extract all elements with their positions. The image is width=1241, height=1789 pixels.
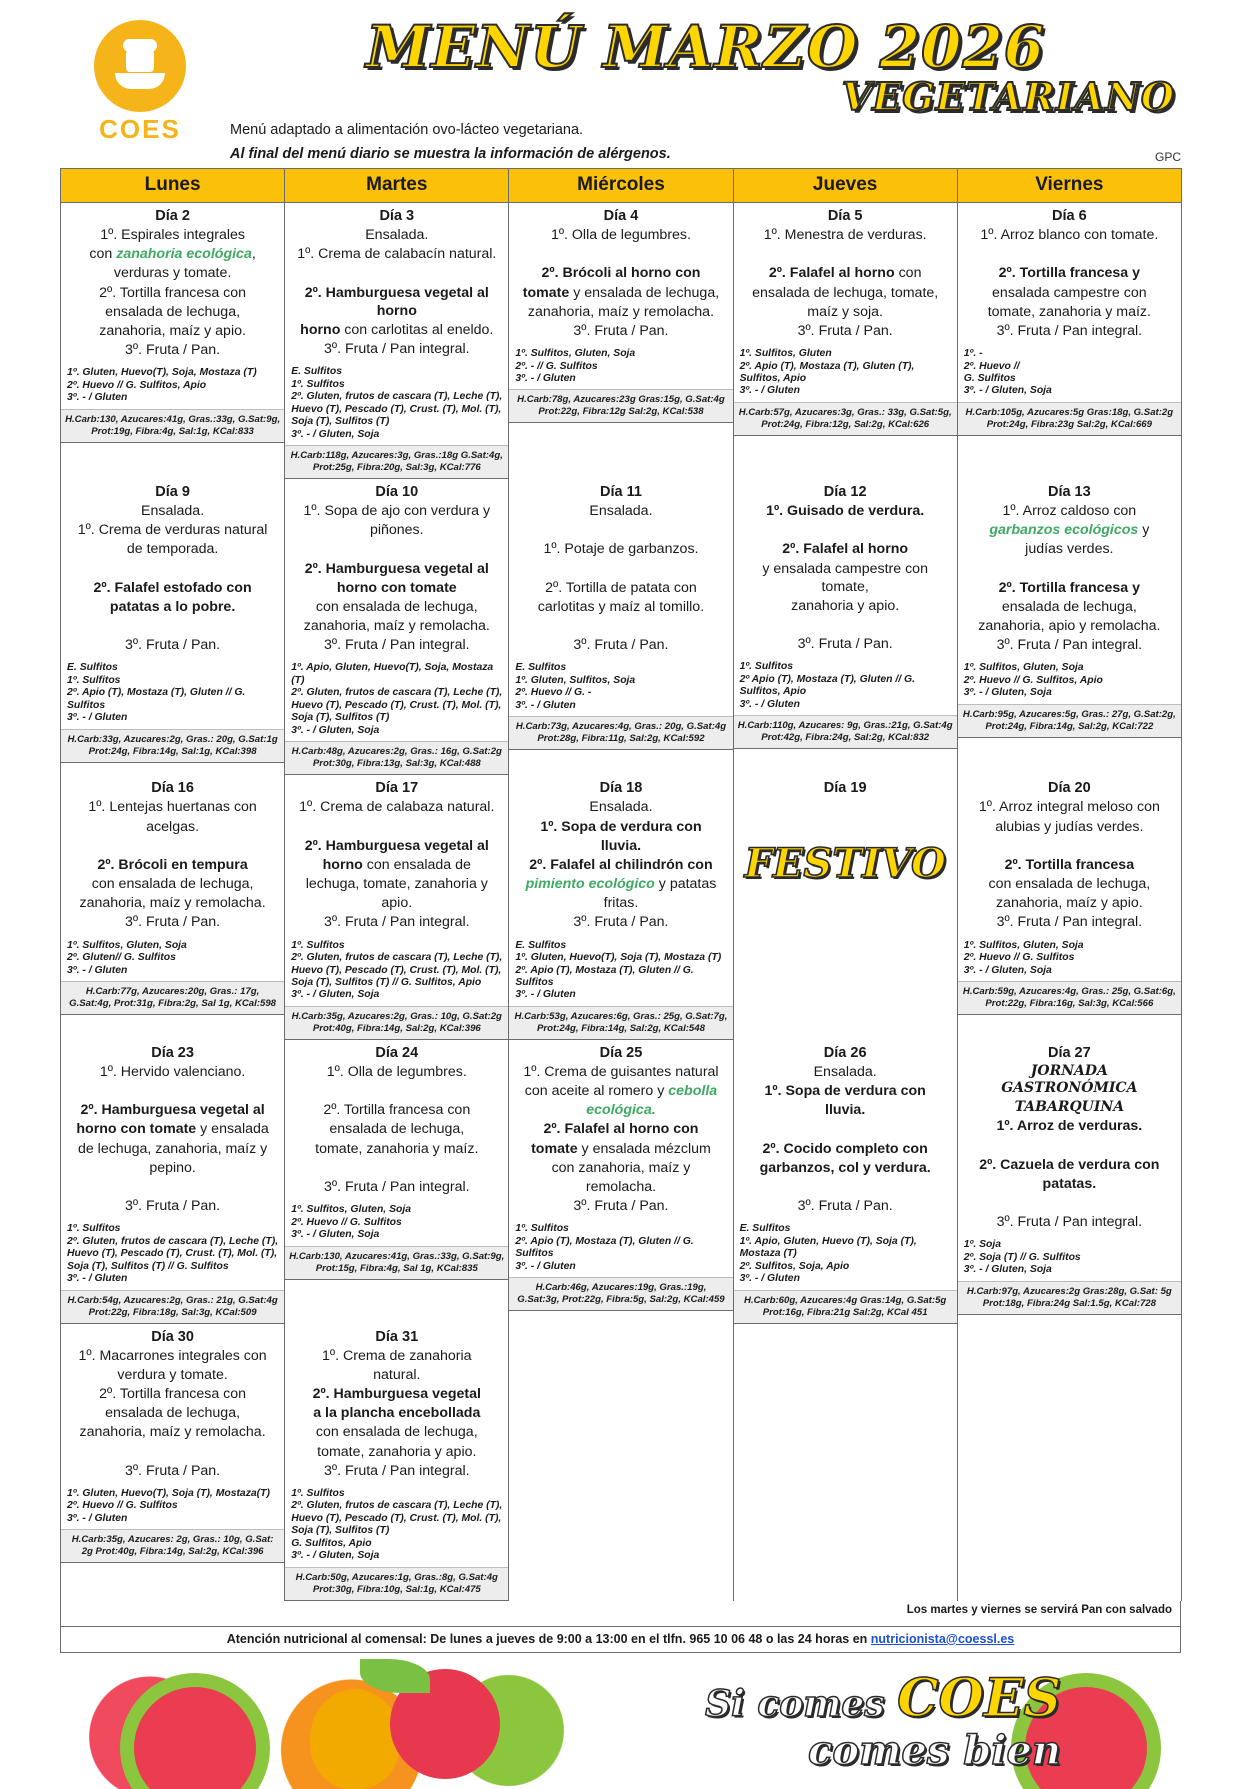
nutrition-info: H.Carb:73g, Azucares:4g, Gras.: 20g, G.Sat:4g Prot:28g, Fibra:11g, Sal:2g, KCal:592	[509, 716, 732, 750]
allergen-line: 3º. - / Gluten	[67, 1273, 128, 1285]
allergen-line: E. Sulfitos	[739, 1223, 791, 1235]
menu-day-cell	[509, 203, 733, 480]
nutrition-info: H.Carb:35g, Azucares:2g, Gras.: 10g, G.Sat:2g Prot:40g, Fibra:14g, Sal:2g, KCal:396	[285, 1006, 508, 1040]
allergen-line: 3º. - / Gluten, Soja	[291, 989, 380, 1001]
menu-day-cell	[957, 479, 1181, 775]
coes-logo	[60, 14, 220, 145]
allergen-line: 1º. Sulfitos, Gluten, Soja	[963, 939, 1084, 951]
allergen-list	[509, 659, 732, 716]
allergen-line: 3º. - / Gluten, Soja	[963, 385, 1052, 397]
dish-list: 1º. Sopa de ajo con verdura y piñones. 2º. Hamburguesa vegetal al horno con tomate con ensalada de lechuga, zanahoria, maíz y remolacha. 3º. Fruta / Pan integral.	[303, 503, 491, 654]
day-number: Día 13	[1047, 484, 1091, 501]
menu-day-cell	[733, 479, 957, 775]
day-number: Día 27	[1047, 1044, 1091, 1061]
banner-line1-a: Si comes	[705, 1682, 885, 1725]
dish-list: JORNADA GASTRONÓMICA TABARQUINA 1º. Arroz de verduras. 2º. Cazuela de verdura con patatas. 3º. Fruta / Pan integral.	[979, 1062, 1160, 1231]
week-row	[61, 1324, 1182, 1601]
allergen-line: G. Sulfitos, Apio	[291, 1537, 372, 1549]
allergen-list	[285, 659, 508, 741]
allergen-list	[958, 659, 1181, 703]
nutrition-info: H.Carb:48g, Azucares:2g, Gras.: 16g, G.Sat:2g Prot:30g, Fibra:13g, Sal:3g, KCal:488	[285, 741, 508, 775]
allergen-list	[509, 345, 732, 389]
allergen-line: 2º. Huevo // G. Sulfitos, Apio	[963, 674, 1103, 686]
menu-day-cell	[733, 203, 957, 480]
allergen-line: 2º. Gluten, frutos de cascara (T), Leche (T), Huevo (T), Pescado (T), Crust. (T), Mol. (T), Soja (T), Sulfitos (T)	[291, 687, 503, 724]
nutrition-info: H.Carb:78g, Azucares:23g Gras:15g, G.Sat:4g Prot:22g, Fibra:12g Sal:2g, KCal:538	[509, 389, 732, 423]
page-header	[60, 14, 1181, 164]
footer-banner	[60, 1659, 1181, 1789]
allergen-line: 2º. Gluten, frutos de cascara (T), Leche (T), Huevo (T), Pescado (T), Crust. (T), Mol. (T), Soja (T), Sulfitos (T)	[291, 391, 503, 428]
menu-day-cell	[61, 775, 285, 1040]
allergen-line: 1º. Sulfitos	[67, 1223, 121, 1235]
day-number: Día 2	[155, 208, 190, 224]
column-header-miercoles: Miércoles	[509, 169, 733, 203]
allergen-line: 2º. Apio (T), Mostaza (T), Gluten (T), Sulfitos, Apio	[739, 360, 915, 384]
day-number: Día 20	[1047, 780, 1091, 797]
allergen-line: 2º. Huevo // G. Sulfitos, Apio	[67, 379, 207, 391]
menu-empty-cell	[509, 1324, 733, 1601]
allergen-line: 3º. - / Gluten	[515, 699, 576, 711]
menu-day-cell	[61, 203, 285, 480]
dish-list: 1º. Olla de legumbres. 2º. Tortilla francesa con ensalada de lechuga, tomate, zanahoria y maíz. 3º. Fruta / Pan integral.	[315, 1063, 479, 1195]
menu-day-cell	[285, 775, 509, 1040]
allergen-line: 1º. Sulfitos	[739, 661, 794, 673]
allergen-list	[61, 659, 284, 728]
allergen-line: 1º. Gluten, Huevo(T), Soja (T), Mostaza(T)	[67, 1487, 270, 1499]
allergen-line: 2º Apio (T), Mostaza (T), Gluten // G. Sulfitos, Apio	[739, 673, 915, 698]
allergen-line: 1º. Soja	[963, 1239, 1002, 1251]
menu-empty-cell	[957, 1324, 1181, 1601]
watermelon-left-icon	[120, 1673, 270, 1789]
allergen-line: E. Sulfitos	[67, 662, 118, 674]
dish-list: Ensalada. 1º. Sopa de verdura con lluvia. 2º. Cocido completo con garbanzos, col y verdura. 3º. Fruta / Pan.	[759, 1063, 931, 1215]
week-row	[61, 479, 1182, 775]
day-number: Día 9	[155, 484, 190, 501]
table-header-row	[61, 169, 1182, 203]
allergen-list	[734, 345, 957, 402]
allergen-list	[61, 364, 284, 408]
allergen-line: 3º. - / Gluten, Soja	[963, 1264, 1052, 1276]
allergen-line: 1º. Sulfitos, Gluten, Soja	[515, 348, 636, 360]
day-number: Día 12	[823, 484, 867, 501]
allergen-line: 1º. Sulfitos, Gluten, Soja	[67, 939, 187, 951]
allergen-line: 2º. Gluten, frutos de cascara (T), Leche (T), Huevo (T), Pescado (T), Crust. (T), Mol. (T), Soja (T), Sulfitos (T)	[291, 1500, 503, 1537]
allergen-line: 3º. - / Gluten	[67, 392, 128, 404]
menu-day-cell	[285, 1040, 509, 1324]
nutrition-info: H.Carb:53g, Azucares:6g, Gras.: 25g, G.Sat:7g, Prot:24g, Fibra:14g, Sal:2g, KCal:548	[509, 1006, 732, 1040]
menu-day-cell	[61, 1324, 285, 1601]
nutrition-info: H.Carb:54g, Azucares:2g, Gras.: 21g, G.Sat:4g Prot:22g, Fibra:18g, Sal:3g, KCal:509	[61, 1290, 284, 1324]
menu-table	[60, 168, 1182, 1601]
menu-day-cell	[61, 1040, 285, 1324]
allergen-line: 1º. Sulfitos, Gluten, Soja	[963, 662, 1084, 674]
allergen-line: 3º. - / Gluten, Soja	[963, 687, 1052, 699]
allergen-list	[285, 1485, 508, 1567]
banner-line1-b: COES	[897, 1667, 1061, 1729]
nutrition-info: H.Carb:95g, Azucares:5g, Gras.: 27g, G.Sat:2g, Prot:24g, Fibra:14g, Sal:2g, KCal:722	[958, 704, 1181, 738]
allergen-line: 3º. - / Gluten	[739, 698, 800, 710]
menu-day-cell	[957, 775, 1181, 1040]
allergen-line: 3º. - / Gluten, Soja	[291, 428, 380, 440]
allergen-line: 1º. Gluten, Huevo(T), Soja, Mostaza (T)	[67, 367, 257, 379]
column-header-jueves: Jueves	[733, 169, 957, 203]
bread-note: Los martes y viernes se servirá Pan con salvado	[60, 1601, 1181, 1627]
allergen-list	[285, 937, 508, 1006]
allergen-list	[734, 1220, 957, 1289]
menu-day-cell	[957, 1040, 1181, 1324]
dish-list: Ensalada. 1º. Crema de verduras natural de temporada. 2º. Falafel estofado con patatas a lo pobre. 3º. Fruta / Pan.	[77, 503, 268, 654]
allergen-line: 1º. Sulfitos	[67, 674, 121, 686]
dish-list: 1º. Espirales integrales con zanahoria ecológica, verduras y tomate. 2º. Tortilla francesa con ensalada de lechuga, zanahoria, maíz y apio. 3º. Fruta / Pan.	[89, 227, 256, 359]
week-row	[61, 1040, 1182, 1324]
allergen-line: E. Sulfitos	[291, 366, 342, 378]
allergen-line: 1º. Gluten, Sulfitos, Soja	[515, 674, 636, 686]
dish-list: 1º. Crema de guisantes natural con aceite al romero y cebolla ecológica. 2º. Falafel al horno con tomate y ensalada mézclum con zanahoria, maíz y remolacha. 3º. Fruta / Pan.	[523, 1063, 719, 1215]
nutrition-info: H.Carb:105g, Azucares:5g Gras:18g, G.Sat:2g Prot:24g, Fibra:23g Sal:2g, KCal:669	[958, 402, 1181, 436]
menu-empty-cell	[733, 1324, 957, 1601]
dish-list: 1º. Arroz blanco con tomate. 2º. Tortilla francesa y ensalada campestre con tomate, zanahoria y maíz. 3º. Fruta / Pan integral.	[980, 227, 1159, 339]
day-number: Día 31	[375, 1328, 419, 1345]
dish-list: 1º. Crema de calabaza natural. 2º. Hamburguesa vegetal al horno con ensalada de lechuga, tomate, zanahoria y apio. 3º. Fruta / Pan integral.	[299, 799, 495, 931]
nutrition-info: H.Carb:57g, Azucares:3g, Gras.: 33g, G.Sat:5g, Prot:24g, Fibra:12g, Sal:2g, KCal:626	[734, 402, 957, 436]
nutrition-info: H.Carb:110g, Azucares: 9g, Gras.:21g, G.Sat:4g Prot:42g, Fibra:24g, Sal:2g, KCal:832	[734, 715, 957, 749]
allergen-line: 2º. Gluten, frutos de cascara (T), Leche (T), Huevo (T), Pescado (T), Crust. (T), Mol. (T), Soja (T), Sulfitos (T) // G. Sulfitos, Apio	[291, 952, 503, 988]
day-number: Día 6	[1052, 208, 1087, 224]
allergen-list	[61, 937, 284, 981]
allergen-list	[285, 1201, 508, 1245]
allergen-line: 1º. Sulfitos, Gluten	[739, 348, 832, 360]
contact-text: Atención nutricional al comensal: De lunes a jueves de 9:00 a 13:00 en el tlfn. 965 10 06 48 o las 24 horas en	[226, 1631, 871, 1646]
menu-day-cell	[733, 1040, 957, 1324]
nutrition-info: H.Carb:59g, Azucares:4g, Gras.: 25g, G.Sat:6g, Prot:22g, Fibra:16g, Sal:3g, KCal:566	[958, 981, 1181, 1015]
menu-day-cell	[285, 479, 509, 775]
allergen-line: 2º. Huevo // G. Sulfitos	[67, 1500, 178, 1512]
allergen-line: 3º. - / Gluten	[515, 373, 576, 384]
allergen-line: 1º. -	[963, 348, 983, 360]
allergen-line: 2º. Apio (T), Mostaza (T), Gluten // G. Sulfitos	[515, 964, 694, 988]
allergen-line: 3º. - / Gluten, Soja	[291, 1550, 380, 1562]
allergen-line: 2º. Gluten// G. Sulfitos	[67, 952, 176, 964]
nutrition-info: H.Carb:130, Azucares:41g, Gras.:33g, G.Sat:9g, Prot:19g, Fibra:4g, Sal:1g, KCal:833	[61, 409, 284, 443]
menu-day-cell	[61, 479, 285, 775]
day-number: Día 25	[599, 1044, 643, 1061]
day-number: Día 30	[151, 1328, 194, 1345]
day-number: Día 24	[375, 1044, 419, 1061]
week-row	[61, 775, 1182, 1040]
allergen-list	[509, 937, 732, 1006]
dish-list: 1º. Lentejas huertanas con acelgas. 2º. Brócoli en tempura con ensalada de lechuga, zanahoria, maíz y remolacha. 3º. Fruta / Pan.	[79, 799, 266, 931]
nutrition-info: H.Carb:46g, Azucares:19g, Gras.:19g, G.Sat:3g, Prot:22g, Fibra:5g, Sal:2g, KCal:459	[509, 1277, 732, 1311]
menu-day-cell	[285, 203, 509, 480]
allergen-line: 2º. Huevo // G. Sulfitos	[291, 1216, 402, 1228]
menu-day-cell	[509, 775, 733, 1040]
day-number: Día 17	[375, 780, 419, 797]
allergen-line: 3º. - / Gluten, Soja	[291, 1229, 380, 1241]
dish-list: Ensalada. 1º. Sopa de verdura con lluvia. 2º. Falafel al chilindrón con pimiento ecológico y patatas fritas. 3º. Fruta / Pan.	[525, 799, 717, 931]
allergen-line: 3º. - / Gluten, Soja	[963, 964, 1052, 976]
allergen-line: 3º. - / Gluten	[515, 1260, 576, 1272]
column-header-martes: Martes	[285, 169, 509, 203]
dish-list: 1º. Hervido valenciano. 2º. Hamburguesa vegetal al horno con tomate y ensalada de lechuga, zanahoria, maíz y pepino. 3º. Fruta / Pan.	[76, 1063, 269, 1215]
contact-line	[60, 1627, 1181, 1653]
column-header-viernes: Viernes	[957, 169, 1181, 203]
allergen-line: 1º. Sulfitos	[515, 1223, 569, 1235]
day-number: Día 5	[827, 208, 863, 224]
gpc-code: GPC	[1154, 150, 1181, 164]
allergen-line: 2º. Huevo // G. -	[515, 687, 592, 699]
page-title: MENÚ MARZO 2026	[365, 13, 1046, 81]
day-number: Día 18	[599, 780, 643, 797]
day-number: Día 4	[603, 208, 639, 224]
allergen-line: 2º. Huevo // G. Sulfitos	[963, 952, 1075, 964]
allergen-list	[509, 1220, 732, 1277]
banner-line2: comes bien	[808, 1726, 1061, 1774]
allergen-line: 2º. Huevo //	[963, 360, 1020, 372]
day-number: Día 23	[151, 1044, 194, 1061]
dish-list	[734, 1324, 957, 1426]
allergen-line: E. Sulfitos	[515, 939, 567, 951]
dish-list: 1º. Arroz integral meloso con alubias y judías verdes. 2º. Tortilla francesa con ensalada de lechuga, zanahoria, maíz y apio. 3º. Fruta / Pan integral.	[978, 799, 1160, 931]
dish-list: 1º. Guisado de verdura. 2º. Falafel al horno y ensalada campestre con tomate, zanahoria y apio. 3º. Fruta / Pan.	[762, 503, 928, 653]
day-number: Día 19	[823, 780, 867, 797]
day-number: Día 16	[151, 780, 194, 797]
allergen-line: 1º. Sulfitos	[291, 378, 345, 390]
dish-list: 1º. Arroz caldoso con garbanzos ecológicos y judías verdes. 2º. Tortilla francesa y ensalada de lechuga, zanahoria, apio y remolacha. 3º. Fruta / Pan integral.	[978, 503, 1161, 654]
dish-list: 1º. Crema de zanahoria natural. 2º. Hamburguesa vegetal a la plancha encebollada con ensalada de lechuga, tomate, zanahoria y apio. 3º. Fruta / Pan integral.	[312, 1347, 481, 1479]
festivo-label: FESTIVO	[744, 840, 946, 888]
allergen-list	[958, 937, 1181, 981]
nutrition-info: H.Carb:130, Azucares:41g, Gras.:33g, G.Sat:9g, Prot:15g, Fibra:4g, Sal 1g, KCal:835	[285, 1246, 508, 1280]
allergen-list	[958, 1236, 1181, 1280]
allergen-list	[61, 1485, 284, 1529]
allergen-line: 3º. - / Gluten	[67, 712, 128, 724]
allergen-line: 2º. Apio (T), Mostaza (T), Gluten // G. Sulfitos	[515, 1235, 694, 1260]
nutrition-info: H.Carb:97g, Azucares:2g Gras:28g, G.Sat: 5g Prot:18g, Fibra:24g Sal:1.5g, KCal:728	[958, 1281, 1181, 1315]
allergen-line: 2º. Soja (T) // G. Sulfitos	[963, 1251, 1081, 1263]
logo-text: COES	[99, 114, 181, 144]
menu-day-cell	[285, 1324, 509, 1601]
allergen-line: 2º. Gluten, frutos de cascara (T), Leche (T), Huevo (T), Pescado (T), Crust. (T), Mol. (T), Soja (T), Sulfitos (T) // G. Sulfitos	[67, 1235, 279, 1272]
allergen-line: 3º. - / Gluten	[67, 1512, 128, 1524]
nutrition-info: H.Carb:77g, Azucares:20g, Gras.: 17g, G.Sat:4g, Prot:31g, Fibra:2g, Sal 1g, KCal:598	[61, 981, 284, 1015]
leaf-icon	[360, 1659, 430, 1693]
allergen-line: G. Sulfitos	[963, 373, 1016, 384]
allergen-line: 1º. Apio, Gluten, Huevo(T), Soja, Mostaza (T)	[291, 662, 494, 686]
page-subtitle: VEGETARIANO	[841, 74, 1175, 119]
allergen-list	[734, 658, 957, 715]
allergen-line: 3º. - / Gluten	[739, 385, 800, 397]
allergen-line: 1º. Sulfitos	[291, 939, 345, 951]
dish-list: 1º. Menestra de verduras. 2º. Falafel al horno con ensalada de lechuga, tomate, maíz y soja. 3º. Fruta / Pan.	[752, 227, 939, 339]
nutrition-info: H.Carb:33g, Azucares:2g, Gras.: 20g, G.Sat:1g Prot:24g, Fibra:14g, Sal:1g, KCal:398	[61, 729, 284, 763]
menu-day-cell	[957, 203, 1181, 480]
dish-list: Ensalada. 1º. Crema de calabacín natural. 2º. Hamburguesa vegetal al horno horno con carlotitas al eneldo. 3º. Fruta / Pan integral.	[297, 227, 497, 358]
diet-note: Menú adaptado a alimentación ovo-lácteo vegetariana.	[230, 122, 584, 138]
contact-email-link[interactable]: nutricionista@coessl.es	[870, 1631, 1015, 1646]
nutrition-info: H.Carb:35g, Azucares: 2g, Gras.: 10g, G.Sat: 2g Prot:40g, Fibra:14g, Sal:2g, KCal:396	[61, 1529, 284, 1563]
allergen-line: 3º. - / Gluten	[515, 989, 576, 1001]
allergen-list	[958, 345, 1181, 402]
pear-icon	[310, 1689, 400, 1789]
day-number: Día 3	[379, 208, 415, 224]
dish-list	[509, 1324, 732, 1426]
nutrition-info: H.Carb:60g, Azucares:4g Gras:14g, G.Sat:5g Prot:16g, Fibra:21g Sal:2g, KCal 451	[734, 1290, 957, 1324]
allergen-line: 3º. - / Gluten	[67, 964, 128, 976]
day-number: Día 10	[375, 484, 419, 501]
chef-icon	[94, 20, 186, 112]
title-block	[220, 14, 1181, 162]
menu-day-cell	[733, 775, 957, 1040]
week-row	[61, 203, 1182, 480]
allergen-list	[61, 1220, 284, 1289]
column-header-lunes: Lunes	[61, 169, 285, 203]
allergen-line: 1º. Sulfitos, Gluten, Soja	[291, 1204, 412, 1216]
allergen-line: 2º. Apio (T), Mostaza (T), Gluten // G. Sulfitos	[67, 687, 246, 711]
allergen-line: 1º. Sulfitos	[291, 1487, 345, 1499]
dish-list: 1º. Macarrones integrales con verdura y tomate. 2º. Tortilla francesa con ensalada de lechuga, zanahoria, maíz y remolacha. 3º. Fruta / Pan.	[78, 1347, 267, 1479]
allergen-line: 2º. Sulfitos, Soja, Apio	[739, 1260, 850, 1272]
allergen-line: 1º. Apio, Gluten, Huevo (T), Soja (T), Mostaza (T)	[739, 1235, 917, 1260]
day-number: Día 26	[823, 1044, 867, 1061]
allergen-note: Al final del menú diario se muestra la información de alérgenos.	[230, 146, 671, 162]
banner-slogan	[705, 1667, 1061, 1774]
menu-body	[61, 203, 1182, 1601]
allergen-line: 1º. Gluten, Huevo(T), Soja (T), Mostaza (T)	[515, 952, 722, 964]
menu-day-cell	[509, 1040, 733, 1324]
day-number: Día 11	[600, 484, 642, 501]
nutrition-info: H.Carb:50g, Azucares:1g, Gras.:8g, G.Sat:4g Prot:30g, Fibra:10g, Sal:1g, KCal:475	[285, 1567, 508, 1601]
nutrition-info: H.Carb:118g, Azucares:3g, Gras.:18g G.Sat:4g, Prot:25g, Fibra:20g, Sal:3g, KCal:776	[285, 445, 508, 479]
dish-list: Ensalada. 1º. Potaje de garbanzos. 2º. Tortilla de patata con carlotitas y maíz al tomillo. 3º. Fruta / Pan.	[537, 503, 705, 654]
menu-day-cell	[509, 479, 733, 775]
dish-list	[958, 1324, 1181, 1426]
allergen-line: 2º. - // G. Sulfitos	[515, 360, 598, 372]
allergen-line: 3º. - / Gluten	[739, 1273, 800, 1285]
dish-list: 1º. Olla de legumbres. 2º. Brócoli al horno con tomate y ensalada de lechuga, zanahoria, maíz y remolacha. 3º. Fruta / Pan.	[522, 227, 720, 339]
allergen-line: 3º. - / Gluten, Soja	[291, 724, 380, 736]
allergen-list	[285, 363, 508, 445]
allergen-line: E. Sulfitos	[515, 662, 567, 674]
